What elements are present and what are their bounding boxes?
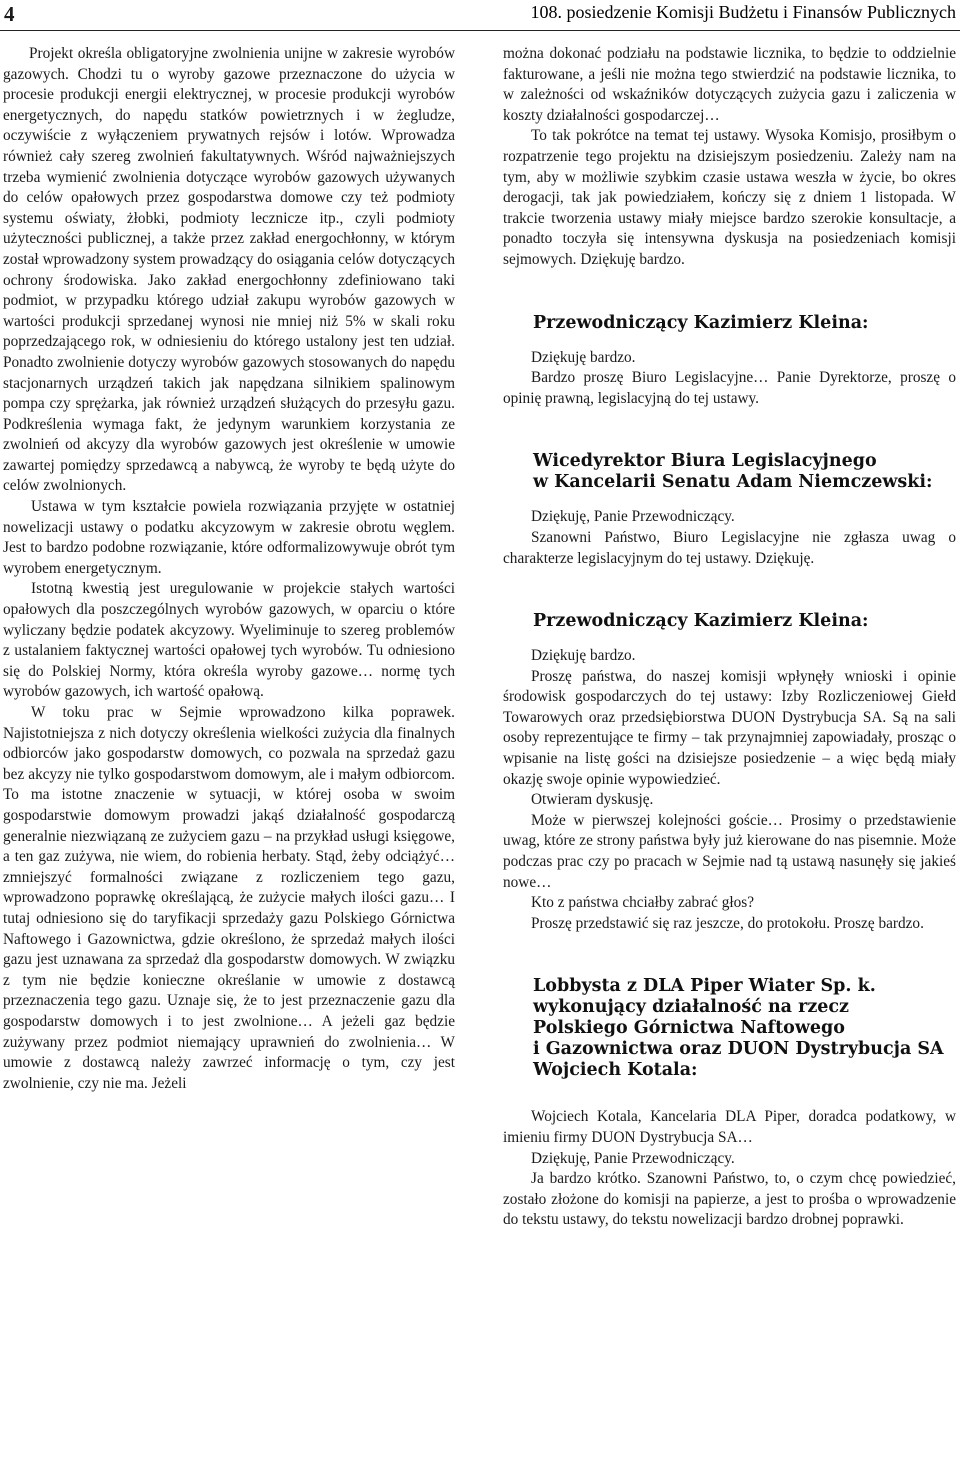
speaker-name: i Gazownictwa oraz DUON Dystrybucja SA [533,1039,944,1060]
paragraph: To tak pokrótce na temat tej ustawy. Wysoka Komisjo, prosiłbym o rozpatrzenie tego projektu na dzisiejszym posiedzeniu. Zależy nam na tym, aby w możliwie szybkim czasie ustawa weszła w życie, bo okres derogacji, tak jak powiedziałem, kończy się z dniem 1 listopada. W trakcie tworzenia ustawy miały miejsce bardzo szerokie konsultacje, a ponadto toczyła się intensywna dyskusja na posiedzeniach komisji sejmowych. Dziękuję bardzo. [503,127,956,268]
paragraph: Ustawa w tym kształcie powiela rozwiązania przyjęte w ostatniej nowelizacji ustawy o podatku akcyzowym w zakresie obrotu węglem. Jest to bardzo podobne rozwiązanie, które odformalizowywuje obrót tym wyrobem energetycznym. [3,498,455,577]
paragraph: Projekt określa obligatoryjne zwolnienia unijne w zakresie wyrobów gazowych. Chodzi tu o wyroby gazowe przeznaczone do użycia w procesie produkcji energii elektrycznej, w procesie produkcji wyrobów energetycznych, do napędu statków powietrznych i w żegludze, oczywiście z wyłączeniem prywatnych rejsów i lotów. Wprowadza również cały szereg zwolnień fakultatywnych. Wśród najważniejszych trzeba wymienić zwolnienia dotyczące wyrobów gazowych używanych do celów opałowych przez gospodarstwa domowe czy też podmioty systemu oświaty, żłobki, podmioty lecznicze itp., czyli podmioty użyteczności publicznej, a także przez zakład energochłonny, w którym został wprowadzony system prowadzący do osiągania celów dotyczących ochrony środowiska. Jako zakład energochłonny zdefiniowano taki podmiot, w przypadku którego udział zakupu wyrobów gazowych w wartości produkcji sprzedanej wynosi nie mniej niż 5% w skali roku poprzedzającego rok, w odniesieniu do którego ustalony jest ten udział. Ponadto zwolnienie dotyczy wyrobów gazowych stosowanych do napędu stacjonarnych urządzeń takich jak napędzana silnikiem spalinowym pompa czy sprężarka, jak również urządzeń służących do przesyłu gazu. Podkreślenia wymaga fakt, że jedynym warunkiem korzystania ze zwolnień od akcyzy dla wyrobów gazowych jest określenie w umowie zawartej pomiędzy sprzedawcą a nabywcą, że wyroby te będą użyte do celów zwolnionych. [3,45,455,495]
paragraph: Proszę przedstawić się raz jeszcze, do protokołu. Proszę bardzo. [531,914,924,932]
paragraph: Kto z państwa chciałby zabrać głos? [531,894,754,912]
paragraph: Szanowni Państwo, Biuro Legislacyjne nie zgłasza uwag o charakterze legislacyjnym do tej ustawy. Dziękuję. [503,528,956,567]
speaker-heading [503,313,956,334]
speaker-heading [503,611,956,632]
paragraph: W toku prac w Sejmie wprowadzono kilka poprawek. Najistotniejsza z nich dotyczy określenia wielkości zużycia dla finalnych odbiorców jako gospodarstw domowych, co pozwala na sprzedaż gazu bez akcyzy nie tylko gospodarstwom domowym, ale i małym odbiorcom. To ma istotne znaczenie w sytuacji, w której osoba w swoim gospodarstwie domowym prowadzi jakąś działalność gospodarczą generalnie niezwiązaną ze zużyciem gazu – na przykład usługi księgowe, a ten gaz zużywa, nie wiem, do robienia herbaty. Stąd, żeby odciążyć… zmniejszyć formalności związane z rozliczeniem tego gazu, wprowadzono poprawkę określającą, że zużycie małych ilości gazu… I tutaj odniesiono się do taryfikacji sprzedaży gazu Polskiego Górnictwa Naftowego i Gazownictwa, gdzie określono, że sprzedaż małych ilości gazu jest uznawana za sprzedaż dla gospodarstw domowych. W związku z tym nie będzie konieczne określanie w umowie z dostawcą przeznaczenia tego gazu. Uznaje się, że to jest przeznaczenie gazu dla gospodarstw domowych i to jest zwolnione… A jeżeli gaz będzie zużywany przez podmiot niemający uprawnień do zwolnienia… W umowie z dostawcą należy zawrzeć informację o tym, czy jest zwolnienie, czy nie ma. Jeżeli [3,704,455,1092]
speaker-name: wykonujący działalność na rzecz [533,997,849,1018]
paragraph: Dziękuję bardzo. [531,647,636,665]
speaker-heading [503,451,956,493]
paragraph: Otwieram dyskusję. [531,791,654,809]
paragraph: Dziękuję bardzo. [531,348,636,366]
paragraph: Może w pierwszej kolejności goście… Prosimy o przedstawienie uwag, które ze strony państwa były już kierowane do nas pisemnie. Może podczas prac czy po pracach w Sejmie nad tą ustawą nasunęły się jakieś nowe… [503,811,956,891]
paragraph: Wojciech Kotala, Kancelaria DLA Piper, doradca podatkowy, w imieniu firmy DUON Dystrybucja SA… [503,1108,956,1146]
speaker-name: w Kancelarii Senatu Adam Niemczewski: [533,472,933,493]
page-number: 4 [4,2,15,26]
speaker-name: Wicedyrektor Biura Legislacyjnego [533,451,877,472]
right-column [503,44,956,1231]
paragraph: Dziękuję, Panie Przewodniczący. [531,508,735,526]
paragraph: można dokonać podziału na podstawie licznika, to będzie to oddzielnie fakturowane, a jeśli nie można tego stwierdzić na podstawie licznika, to w zależności od wskaźników dotyczących zużycia gazu i zaliczenia w koszty działalności gospodarczej… [503,45,956,124]
paragraph: Proszę państwa, do naszej komisji wpłynęły wnioski i opinie środowisk gospodarczych do tej ustawy: Izby Rozliczeniowej Giełd Towarowych oraz przedsiębiorstwa DUON Dystrybucja SA. Są na sali osoby reprezentujące te firmy – tak przynajmniej zapowiadały, prosząc o wpisanie na listę gości na dzisiejsze posiedzenie – a więc będą miały okazję swoje opinie wypowiedzieć. [503,667,956,788]
speaker-name: Wojciech Kotala: [533,1060,698,1081]
page-header [0,0,960,30]
paragraph: Ja bardzo krótko. Szanowni Państwo, to, o czym chcę powiedzieć, zostało złożone do komisji na papierze, a jest to prośba o wprowadzenie do tekstu ustawy, do tekstu nowelizacji bardzo drobnej poprawki. [503,1170,956,1229]
speaker-name: Polskiego Górnictwa Naftowego [533,1018,845,1039]
speaker-heading [503,976,956,1081]
paragraph: Istotną kwestią jest uregulowanie w projekcie stałych wartości opałowych dla poszczególnych wyrobów gazowych, w oparciu o które wyliczany będzie podatek akcyzowy. Wyeliminuje to szereg problemów z ustalaniem faktycznej wartości opałowej tych wyrobów. Tu odniesiono się do Polskiej Normy, która określa wyroby gazowe… normę tych wyrobów gazowych, ich wartość opałową. [3,580,455,701]
running-head: 108. posiedzenie Komisji Budżetu i Finansów Publicznych [530,2,956,22]
header-rule [0,30,960,31]
left-column [3,44,455,1094]
paragraph: Bardzo proszę Biuro Legislacyjne… Panie Dyrektorze, proszę o opinię prawną, legislacyjną do tej ustawy. [503,369,956,407]
speaker-name: Przewodniczący Kazimierz Kleina: [533,312,869,333]
paragraph: Dziękuję, Panie Przewodniczący. [531,1149,735,1167]
speaker-name: Lobbysta z DLA Piper Wiater Sp. k. [533,976,876,997]
speaker-name: Przewodniczący Kazimierz Kleina: [533,611,869,632]
